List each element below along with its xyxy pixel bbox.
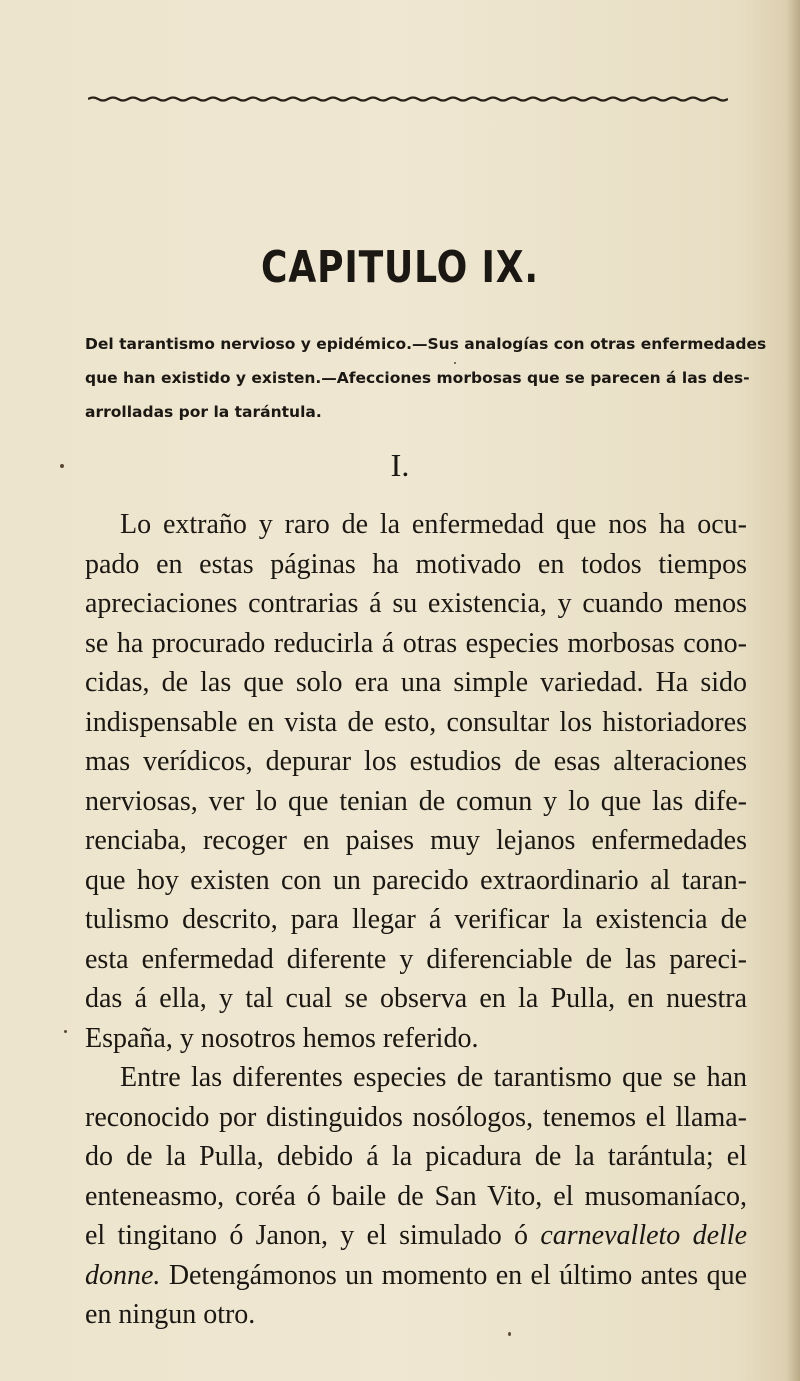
paper-speck	[508, 1332, 511, 1336]
body-paragraphs	[85, 505, 747, 1335]
body-line-text: el tingitano ó Janon, y el simulado ó	[85, 1220, 529, 1251]
italic-phrase: donne.	[85, 1259, 161, 1291]
body-line-with-italic	[85, 1216, 747, 1256]
decorative-top-rule	[88, 94, 728, 104]
summary-line: que han existido y existen.—Afecciones morbosas que se parecen á las des-	[85, 369, 750, 387]
body-line: nerviosas, ver lo que tenian de comun y lo que las dife-	[85, 785, 747, 817]
paper-speck	[454, 362, 456, 364]
page-edge-shadow	[786, 0, 800, 1381]
body-line: mas verídicos, depurar los estudios de esas alteraciones	[85, 746, 747, 777]
body-line: Entre las diferentes especies de tarantismo que se han	[120, 1062, 747, 1093]
body-line: enteneasmo, coréa ó baile de San Vito, el musomaníaco,	[85, 1180, 747, 1212]
body-line: reconocido por distinguidos nosólogos, tenemos el llama-	[85, 1101, 747, 1133]
summary-line: Del tarantismo nervioso y epidémico.—Sus analogías con otras enfermedades	[85, 335, 767, 353]
body-line: cidas, de las que solo era una simple variedad. Ha sido	[85, 667, 747, 698]
body-line: renciaba, recoger en paises muy lejanos enfermedades	[85, 825, 747, 856]
chapter-summary	[85, 327, 767, 429]
body-line: apreciaciones contrarias á su existencia, y cuando menos	[85, 588, 747, 619]
body-line: do de la Pulla, debido á la picadura de la tarántula; el	[85, 1141, 747, 1172]
body-line: das á ella, y tal cual se observa en la Pulla, en nuestra	[85, 983, 747, 1014]
body-line: que hoy existen con un parecido extraordinario al taran-	[85, 864, 747, 896]
summary-line: arrolladas por la tarántula.	[85, 403, 322, 421]
paper-speck	[64, 1030, 67, 1033]
body-line: tulismo descrito, para llegar á verificar la existencia de	[85, 904, 747, 935]
body-line: en ningun otro.	[85, 1299, 256, 1330]
body-line: Lo extraño y raro de la enfermedad que nos ha ocu-	[120, 509, 747, 540]
body-line: España, y nosotros hemos referido.	[85, 1022, 479, 1054]
italic-phrase: carnevalleto delle	[540, 1220, 748, 1251]
section-number: I.	[390, 447, 410, 483]
body-line: esta enfermedad diferente y diferenciable de las pareci-	[85, 943, 747, 975]
body-line-with-italic	[85, 1256, 747, 1296]
body-line: indispensable en vista de esto, consultar los historiadores	[85, 706, 747, 738]
body-line-text: Detengámonos un momento en el último antes que	[168, 1259, 747, 1291]
body-line: pado en estas páginas ha motivado en todos tiempos	[85, 548, 747, 580]
paper-speck	[60, 464, 64, 468]
body-line: se ha procurado reducirla á otras especies morbosas cono-	[85, 627, 747, 659]
chapter-title: CAPITULO IX.	[261, 242, 539, 293]
